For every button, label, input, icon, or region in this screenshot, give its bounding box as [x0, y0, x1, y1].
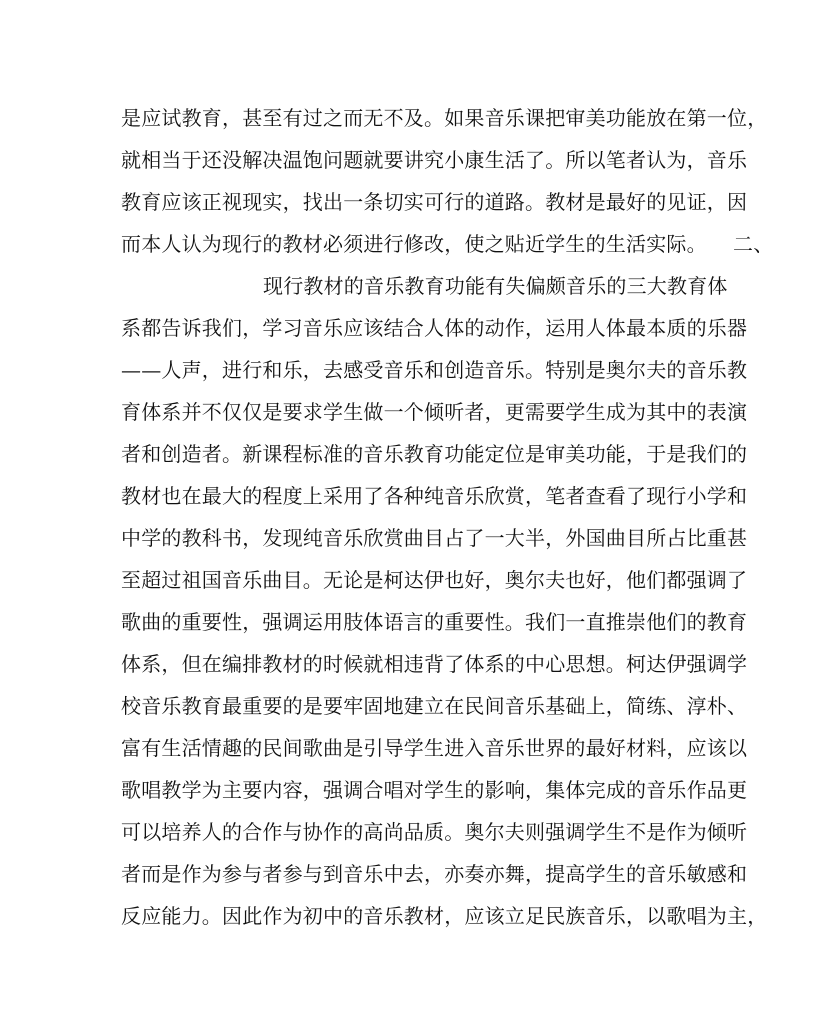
text-line: 至超过祖国音乐曲目。无论是柯达伊也好，奥尔夫也好，他们都强调了 — [121, 568, 748, 592]
text-line: 者和创造者。新课程标准的音乐教育功能定位是审美功能，于是我们的 — [121, 442, 748, 466]
text-line: 育体系并不仅仅是要求学生做一个倾听者，更需要学生成为其中的表演 — [121, 400, 748, 424]
text-line: 教育应该正视现实，找出一条切实可行的道路。教材是最好的见证，因 — [121, 190, 748, 214]
text-line: 是应试教育，甚至有过之而无不及。如果音乐课把审美功能放在第一位， — [121, 106, 768, 130]
text-line: 歌唱教学为主要内容，强调合唱对学生的影响，集体完成的音乐作品更 — [121, 778, 748, 802]
text-line: 歌曲的重要性，强调运用肢体语言的重要性。我们一直推崇他们的教育 — [121, 610, 748, 634]
text-line: ——人声，进行和乐，去感受音乐和创造音乐。特别是奥尔夫的音乐教 — [121, 358, 748, 382]
section-heading-line: 现行教材的音乐教育功能有失偏颇音乐的三大教育体 — [263, 274, 728, 298]
text-line: 反应能力。因此作为初中的音乐教材，应该立足民族音乐，以歌唱为主， — [121, 904, 768, 928]
text-line: 系都告诉我们，学习音乐应该结合人体的动作，运用人体最本质的乐器 — [121, 316, 748, 340]
text-line: 就相当于还没解决温饱问题就要讲究小康生活了。所以笔者认为，音乐 — [121, 148, 748, 172]
text-line: 校音乐教育最重要的是要牢固地建立在民间音乐基础上，简练、淳朴、 — [121, 694, 748, 718]
text-line: 中学的教科书，发现纯音乐欣赏曲目占了一大半，外国曲目所占比重甚 — [121, 526, 748, 550]
text-line: 而本人认为现行的教材必须进行修改，使之贴近学生的生活实际。 二、 — [121, 232, 774, 256]
text-line: 体系，但在编排教材的时候就相违背了体系的中心思想。柯达伊强调学 — [121, 652, 748, 676]
text-line: 者而是作为参与者参与到音乐中去，亦奏亦舞，提高学生的音乐敏感和 — [121, 862, 748, 886]
text-line: 富有生活情趣的民间歌曲是引导学生进入音乐世界的最好材料，应该以 — [121, 736, 748, 760]
text-line: 可以培养人的合作与协作的高尚品质。奥尔夫则强调学生不是作为倾听 — [121, 820, 748, 844]
text-line: 教材也在最大的程度上采用了各种纯音乐欣赏，笔者查看了现行小学和 — [121, 484, 748, 508]
